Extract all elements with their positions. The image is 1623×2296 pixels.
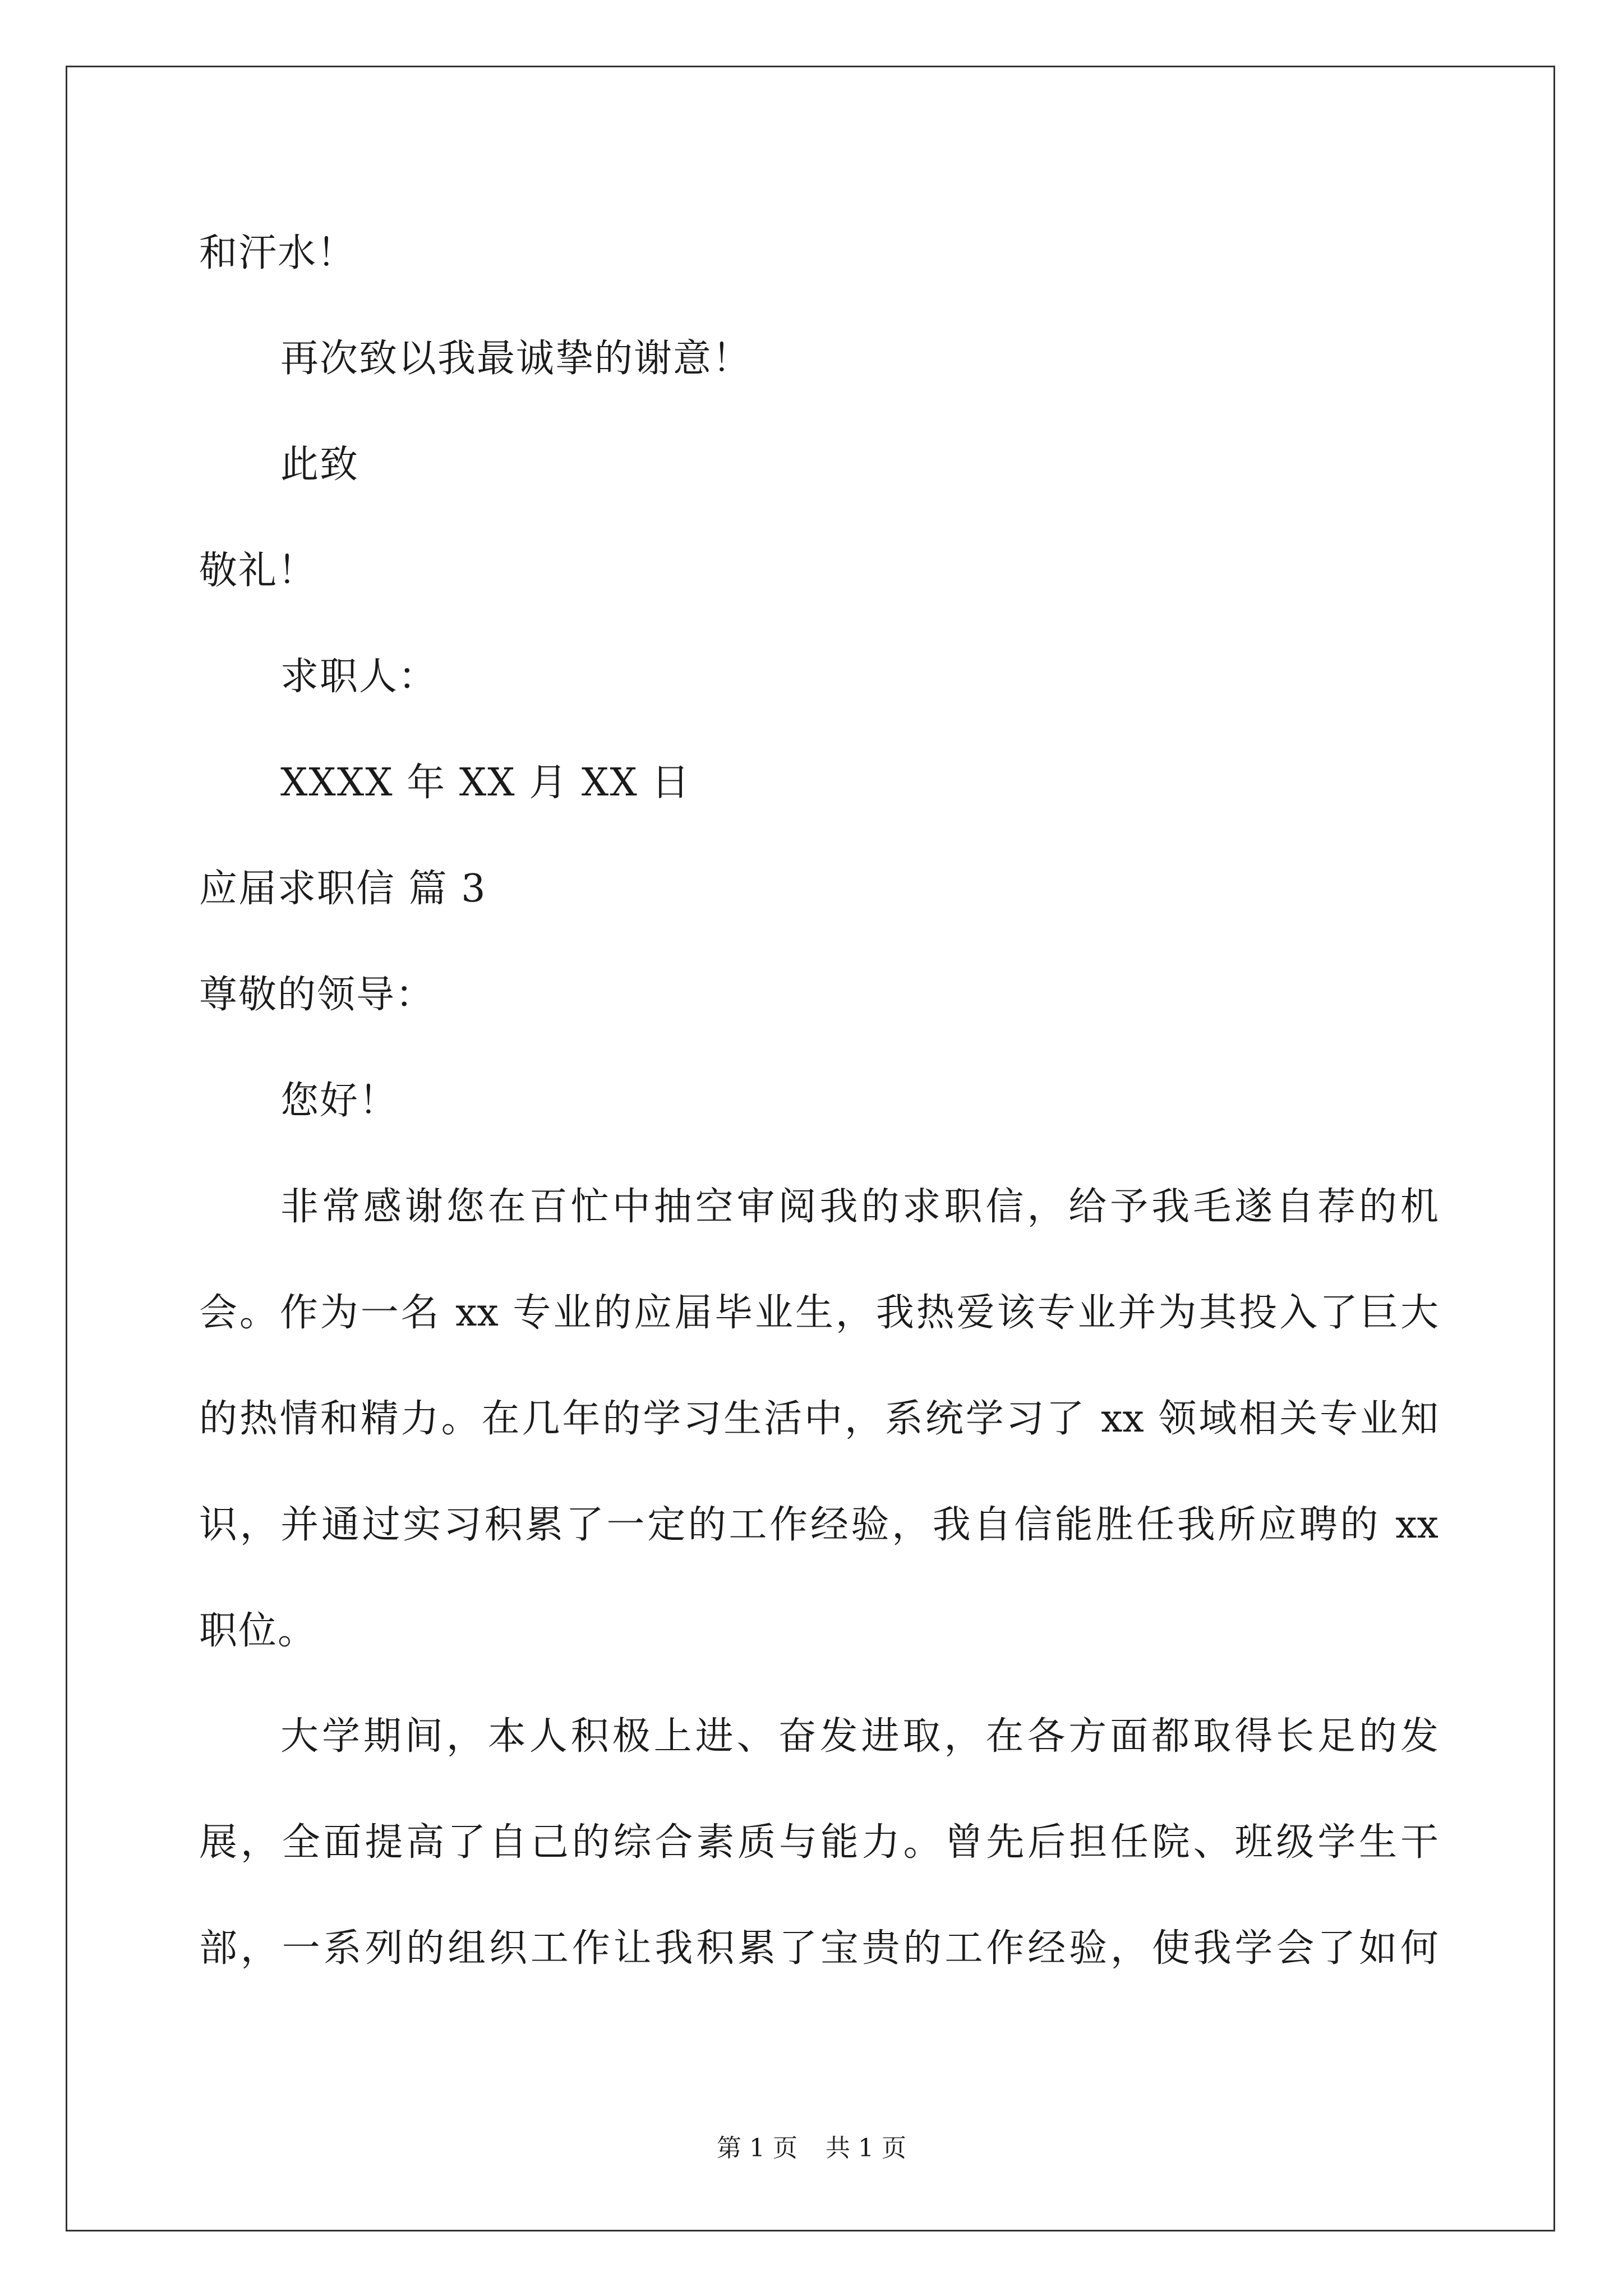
paragraph-line: 部，一系列的组织工作让我积累了宝贵的工作经验，使我学会了如何 bbox=[199, 1926, 1438, 1971]
paragraph-line: 大学期间，本人积极上进、奋发进取，在各方面都取得长足的发 bbox=[280, 1714, 1438, 1759]
page-border bbox=[66, 66, 1555, 2231]
section-heading: 应届求职信 篇 3 bbox=[199, 867, 487, 911]
text-line: 此致 bbox=[280, 443, 359, 487]
paragraph-line: 的热情和精力。在几年的学习生活中，系统学习了 xx 领域相关专业知 bbox=[199, 1397, 1438, 1441]
salutation: 尊敬的领导： bbox=[199, 973, 435, 1017]
paragraph-line: 会。作为一名 xx 专业的应届毕业生，我热爱该专业并为其投入了巨大 bbox=[199, 1291, 1438, 1335]
text-line: 再次致以我最诚挚的谢意！ bbox=[280, 337, 752, 381]
paragraph-line: 非常感谢您在百忙中抽空审阅我的求职信，给予我毛遂自荐的机 bbox=[280, 1185, 1438, 1229]
page-footer bbox=[0, 2132, 1623, 2165]
paragraph-line: 职位。 bbox=[199, 1609, 317, 1653]
page-total: 共 1 页 bbox=[826, 2134, 906, 2162]
paragraph-line: 识，并通过实习积累了一定的工作经验，我自信能胜任我所应聘的 xx bbox=[199, 1503, 1438, 1547]
text-line: 和汗水！ bbox=[199, 231, 357, 275]
greeting: 您好！ bbox=[280, 1079, 399, 1123]
text-line: XXXX 年 XX 月 XX 日 bbox=[280, 761, 691, 805]
page-number: 第 1 页 bbox=[717, 2134, 797, 2162]
text-line: 敬礼！ bbox=[199, 549, 317, 593]
paragraph-line: 展，全面提高了自己的综合素质与能力。曾先后担任院、班级学生干 bbox=[199, 1820, 1438, 1865]
text-line: 求职人： bbox=[280, 655, 438, 699]
